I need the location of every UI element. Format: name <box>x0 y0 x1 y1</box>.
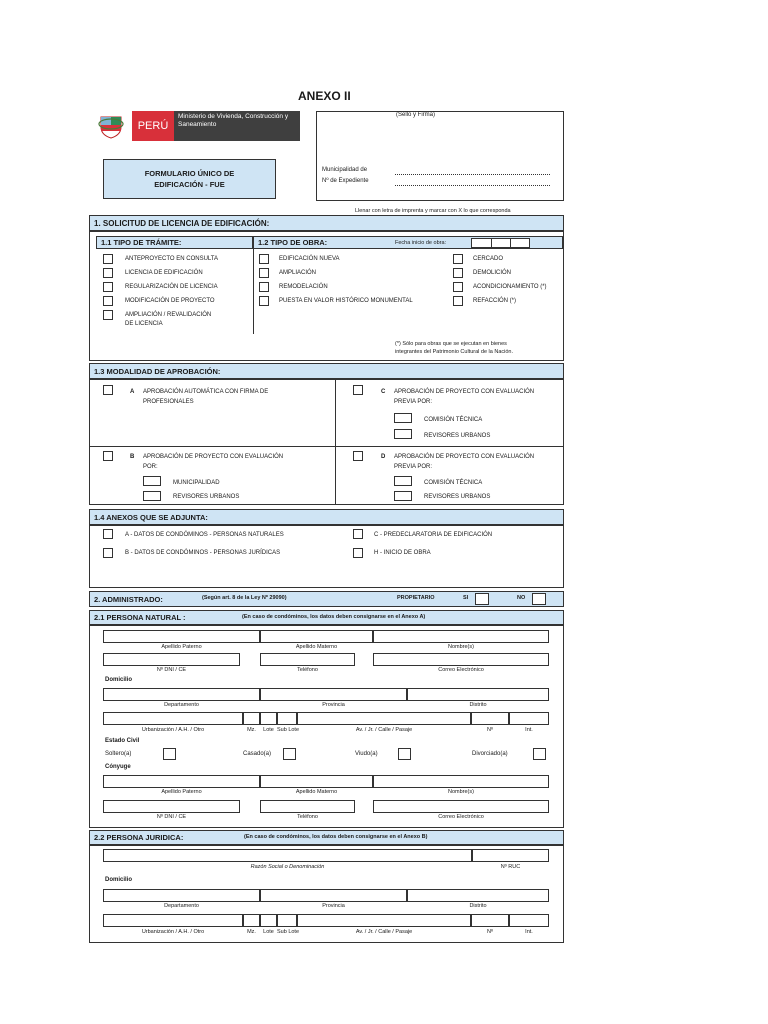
logo-peru-text: PERÚ <box>132 111 174 141</box>
urbanizacion-field[interactable] <box>103 712 243 725</box>
dni-field[interactable] <box>103 653 240 666</box>
juridica-provincia-field[interactable] <box>260 889 407 902</box>
modalidad-a-line2: PROFESIONALES <box>143 399 194 405</box>
label-d-comision: COMISIÓN TÉCNICA <box>424 480 483 486</box>
modalidad-a-letter: A <box>130 389 135 395</box>
juridica-via-field[interactable] <box>297 914 471 927</box>
via-label: Av. / Jr. / Calle / Pasaje <box>355 727 413 733</box>
checkbox-modificacion[interactable] <box>103 296 113 306</box>
label-edificacion-nueva: EDIFICACIÓN NUEVA <box>279 256 340 262</box>
mz-field[interactable] <box>243 712 260 725</box>
checkbox-anexo-h[interactable] <box>353 548 363 558</box>
form-annex-title: ANEXO II <box>298 89 351 103</box>
start-date-sep2 <box>510 238 511 248</box>
label-remodelacion: REMODELACIÓN <box>279 284 328 290</box>
checkbox-licencia[interactable] <box>103 268 113 278</box>
checkbox-demolicion[interactable] <box>453 268 463 278</box>
label-c-revisores: REVISORES URBANOS <box>424 433 491 439</box>
conyuge-dni-field[interactable] <box>103 800 240 813</box>
telefono-label: Teléfono <box>297 667 318 673</box>
checkbox-regularizacion[interactable] <box>103 282 113 292</box>
checkbox-d-revisores[interactable] <box>394 491 412 501</box>
modalidad-c-letter: C <box>381 389 386 395</box>
numero-field[interactable] <box>471 712 509 725</box>
modalidad-b-letter: B <box>130 454 135 460</box>
modalidad-b-line1: APROBACIÓN DE PROYECTO CON EVALUACIÓN <box>143 454 284 460</box>
stamp-label: (Sello y Firma) <box>396 112 436 118</box>
provincia-field[interactable] <box>260 688 407 701</box>
sublote-field[interactable] <box>277 712 297 725</box>
juridica-urbanizacion-label: Urbanización / A.H. / Otro <box>141 929 205 935</box>
nombres-label: Nombre(s) <box>448 644 474 650</box>
checkbox-anteproyecto[interactable] <box>103 254 113 264</box>
apellido-materno-label: Apellido Materno <box>295 644 338 650</box>
label-modificacion: MODIFICACIÓN DE PROYECTO <box>125 298 215 304</box>
checkbox-divorciado[interactable] <box>533 748 546 760</box>
soltero-label: Soltero(a) <box>105 751 132 757</box>
interior-label: Int. <box>525 727 533 733</box>
lote-label: Lote <box>263 727 274 733</box>
checkbox-anexo-c[interactable] <box>353 529 363 539</box>
conyuge-correo-label: Correo Electrónico <box>438 814 484 820</box>
juridica-sublote-label: Sub Lote <box>277 929 300 935</box>
juridica-lote-label: Lote <box>263 929 274 935</box>
conyuge-apellido-materno-field[interactable] <box>260 775 373 788</box>
label-anexo-c: C - PREDECLARATORIA DE EDIFICACIÓN <box>374 532 493 538</box>
modalidad-divider-h <box>89 446 564 447</box>
conyuge-nombres-field[interactable] <box>373 775 549 788</box>
checkbox-casado[interactable] <box>283 748 296 760</box>
label-anexo-a: A - DATOS DE CONDÓMINOS - PERSONAS NATURALES <box>125 532 284 538</box>
modalidad-c-line2: PREVIA POR: <box>394 399 433 405</box>
modalidad-d-letter: D <box>381 454 386 460</box>
checkbox-anexo-a[interactable] <box>103 529 113 539</box>
juridica-interior-label: Int. <box>525 929 533 935</box>
modalidad-d-line1: APROBACIÓN DE PROYECTO CON EVALUACIÓN <box>394 454 535 460</box>
domicilio-label: Domicilio <box>105 677 133 683</box>
label-cercado: CERCADO <box>473 256 504 262</box>
correo-field[interactable] <box>373 653 549 666</box>
start-date-field[interactable] <box>471 238 530 248</box>
nombres-field[interactable] <box>373 630 549 643</box>
checkbox-d-comision[interactable] <box>394 476 412 486</box>
apellido-paterno-field[interactable] <box>103 630 260 643</box>
modalidad-frame <box>89 379 564 505</box>
sublote-label: Sub Lote <box>277 727 300 733</box>
modalidad-c-line1: APROBACIÓN DE PROYECTO CON EVALUACIÓN <box>394 389 535 395</box>
owner-no-label: NO <box>517 595 526 601</box>
juridica-mz-label: Mz. <box>247 929 256 935</box>
tramite-header: 1.1 TIPO DE TRÁMITE: <box>96 236 253 249</box>
stamp-box <box>316 111 564 201</box>
label-regularizacion: REGULARIZACIÓN DE LICENCIA <box>125 284 218 290</box>
label-anexo-h: H - INICIO DE OBRA <box>374 550 431 556</box>
checkbox-ampliacion-revalidacion[interactable] <box>103 310 113 320</box>
checkbox-modalidad-d[interactable] <box>353 451 363 461</box>
juridica-sublote-field[interactable] <box>277 914 297 927</box>
label-demolicion: DEMOLICIÓN <box>473 270 512 276</box>
dni-label: Nº DNI / CE <box>156 667 187 673</box>
checkbox-acondicionamiento[interactable] <box>453 282 463 292</box>
logo-ministry-text: Ministerio de Vivienda, Construcción y Saneamiento <box>174 111 300 141</box>
form-title-box <box>103 159 276 199</box>
modalidad-a-line1: APROBACIÓN AUTOMÁTICA CON FIRMA DE <box>143 389 269 395</box>
label-refaccion: REFACCIÓN (*) <box>473 298 517 304</box>
label-ampliacion: AMPLIACIÓN <box>279 270 317 276</box>
conyuge-nombres-label: Nombre(s) <box>448 789 474 795</box>
start-date-sep1 <box>491 238 492 248</box>
juridica-distrito-label: Distrito <box>469 903 487 909</box>
modalidad-header: 1.3 MODALIDAD DE APROBACIÓN: <box>89 363 564 379</box>
anexos-header: 1.4 ANEXOS QUE SE ADJUNTA: <box>89 509 564 525</box>
divorciado-label: Divorciado(a) <box>472 751 508 757</box>
apellido-materno-field[interactable] <box>260 630 373 643</box>
municipality-label: Municipalidad de <box>322 167 368 173</box>
juridica-interior-field[interactable] <box>509 914 549 927</box>
label-b-municipalidad: MUNICIPALIDAD <box>173 480 220 486</box>
departamento-field[interactable] <box>103 688 260 701</box>
persona-juridica-title: 2.2 PERSONA JURIDICA: <box>94 833 184 842</box>
razon-social-label: Razón Social o Denominación <box>250 864 325 870</box>
conyuge-apellido-paterno-label: Apellido Paterno <box>161 789 202 795</box>
persona-natural-title: 2.1 PERSONA NATURAL : <box>94 613 186 622</box>
municipality-line <box>395 174 550 175</box>
modalidad-b-line2: POR: <box>143 464 158 470</box>
label-ampliacion-revalidacion: AMPLIACIÓN / REVALIDACIÓN <box>125 312 212 318</box>
provincia-label: Provincia <box>322 702 345 708</box>
conyuge-apellido-materno-label: Apellido Materno <box>295 789 338 795</box>
juridica-distrito-field[interactable] <box>407 889 549 902</box>
juridica-mz-field[interactable] <box>243 914 260 927</box>
apellido-paterno-label: Apellido Paterno <box>161 644 202 650</box>
checkbox-b-revisores[interactable] <box>143 491 161 501</box>
juridica-provincia-label: Provincia <box>322 903 345 909</box>
checkbox-modalidad-a[interactable] <box>103 385 113 395</box>
form-title-line2: EDIFICACIÓN - FUE <box>154 179 225 189</box>
numero-label: Nº <box>487 727 493 733</box>
urbanizacion-label: Urbanización / A.H. / Otro <box>141 727 205 733</box>
administrado-title: 2. ADMINISTRADO: <box>94 594 163 604</box>
checkbox-soltero[interactable] <box>163 748 176 760</box>
conyuge-correo-field[interactable] <box>373 800 549 813</box>
ruc-label: Nº RUC <box>500 864 521 870</box>
checkbox-anexo-b[interactable] <box>103 548 113 558</box>
juridica-lote-field[interactable] <box>260 914 277 927</box>
section1-header: 1. SOLICITUD DE LICENCIA DE EDIFICACIÓN: <box>89 215 564 231</box>
checkbox-viudo[interactable] <box>398 748 411 760</box>
file-number-label: Nº de Expediente <box>322 178 369 184</box>
checkbox-modalidad-c[interactable] <box>353 385 363 395</box>
distrito-field[interactable] <box>407 688 549 701</box>
checkbox-owner-no[interactable] <box>532 593 546 605</box>
checkbox-owner-si[interactable] <box>475 593 489 605</box>
checkbox-edificacion-nueva[interactable] <box>259 254 269 264</box>
telefono-field[interactable] <box>260 653 355 666</box>
juridica-numero-field[interactable] <box>471 914 509 927</box>
label-anteproyecto: ANTEPROYECTO EN CONSULTA <box>125 256 219 262</box>
conyuge-apellido-paterno-field[interactable] <box>103 775 260 788</box>
checkbox-c-comision[interactable] <box>394 413 412 423</box>
viudo-label: Viudo(a) <box>355 751 378 757</box>
juridica-departamento-label: Departamento <box>164 903 199 909</box>
label-b-revisores: REVISORES URBANOS <box>173 494 240 500</box>
label-licencia: LICENCIA DE EDIFICACIÓN <box>125 270 203 276</box>
checkbox-c-revisores[interactable] <box>394 429 412 439</box>
juridica-domicilio-label: Domicilio <box>105 877 133 883</box>
conyuge-label: Cónyuge <box>105 764 131 770</box>
casado-label: Casado(a) <box>243 751 272 757</box>
correo-label: Correo Electrónico <box>438 667 484 673</box>
obra-header: 1.2 TIPO DE OBRA: <box>253 236 563 249</box>
label-anexo-b: B - DATOS DE CONDÓMINOS - PERSONAS JURÍDICAS <box>125 550 281 556</box>
checkbox-puesta-en-valor[interactable] <box>259 296 269 306</box>
checkbox-cercado[interactable] <box>453 254 463 264</box>
persona-juridica-note: (En caso de condóminos, los datos deben consignarse en el Anexo B) <box>244 834 428 840</box>
interior-field[interactable] <box>509 712 549 725</box>
ruc-field[interactable] <box>472 849 549 862</box>
footnote-line2: integrantes del Patrimonio Cultural de la Nación. <box>395 349 514 355</box>
form-title-line1: FORMULARIO ÚNICO DE <box>144 169 235 178</box>
checkbox-b-municipalidad[interactable] <box>143 476 161 486</box>
footnote-line1: (*) Sólo para obras que se ejecutan en bienes <box>395 341 507 347</box>
start-date-label: Fecha inicio de obra: <box>395 240 447 246</box>
label-d-revisores: REVISORES URBANOS <box>424 494 491 500</box>
label-puesta-en-valor: PUESTA EN VALOR HISTÓRICO MONUMENTAL <box>279 298 413 304</box>
conyuge-telefono-field[interactable] <box>260 800 355 813</box>
mz-label: Mz. <box>247 727 256 733</box>
conyuge-dni-label: Nº DNI / CE <box>156 814 187 820</box>
administrado-law: (Según art. 8 de la Ley Nº 29090) <box>202 595 287 601</box>
file-number-line <box>395 185 550 186</box>
juridica-departamento-field[interactable] <box>103 889 260 902</box>
administrado-header <box>89 591 564 607</box>
coat-of-arms-icon <box>98 113 124 139</box>
owner-si-label: SI <box>463 595 469 601</box>
distrito-label: Distrito <box>469 702 487 708</box>
juridica-via-label: Av. / Jr. / Calle / Pasaje <box>355 929 413 935</box>
peru-logo <box>132 111 300 141</box>
section1-divider <box>253 249 254 334</box>
razon-social-field[interactable] <box>103 849 472 862</box>
checkbox-ampliacion[interactable] <box>259 268 269 278</box>
instructions: Llenar con letra de imprenta y marcar con X lo que corresponda <box>355 208 511 214</box>
owner-label: PROPIETARIO <box>397 595 435 601</box>
modalidad-divider-v <box>335 379 336 505</box>
label-c-comision: COMISIÓN TÉCNICA <box>424 417 483 423</box>
departamento-label: Departamento <box>164 702 199 708</box>
juridica-urbanizacion-field[interactable] <box>103 914 243 927</box>
label-de-licencia: DE LICENCIA <box>125 321 163 327</box>
checkbox-remodelacion[interactable] <box>259 282 269 292</box>
conyuge-telefono-label: Teléfono <box>297 814 318 820</box>
modalidad-d-line2: PREVIA POR: <box>394 464 433 470</box>
persona-natural-note: (En caso de condóminos, los datos deben consignarse en el Anexo A) <box>242 614 426 620</box>
checkbox-modalidad-b[interactable] <box>103 451 113 461</box>
checkbox-refaccion[interactable] <box>453 296 463 306</box>
label-acondicionamiento: ACONDICIONAMIENTO (*) <box>473 284 547 290</box>
juridica-numero-label: Nº <box>487 929 493 935</box>
lote-field[interactable] <box>260 712 277 725</box>
estado-civil-label: Estado Civil <box>105 738 140 744</box>
via-field[interactable] <box>297 712 471 725</box>
